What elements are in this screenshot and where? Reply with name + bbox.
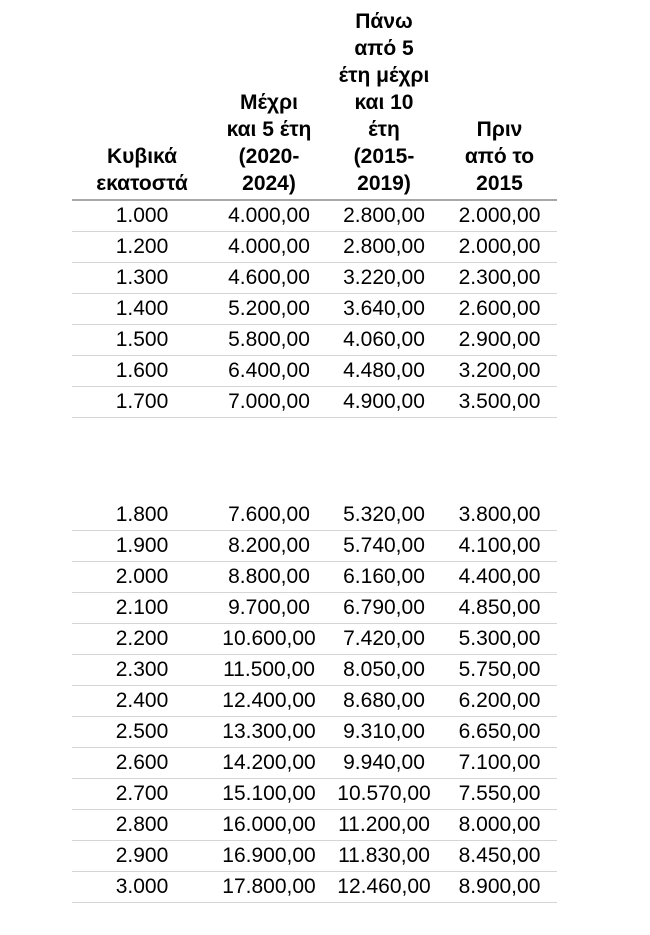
table-cell: 2.200 bbox=[72, 624, 212, 655]
table-cell: 13.300,00 bbox=[212, 717, 326, 748]
table-cell: 3.220,00 bbox=[326, 263, 442, 294]
table-cell: 2.500 bbox=[72, 717, 212, 748]
table-cell: 6.650,00 bbox=[442, 717, 557, 748]
table-row bbox=[72, 531, 557, 562]
table-cell: 2.800 bbox=[72, 810, 212, 841]
table-cell: 5.750,00 bbox=[442, 655, 557, 686]
table-cell: 4.850,00 bbox=[442, 593, 557, 624]
header-up-to-5-years-2020-2024: Μέχρι και 5 έτη (2020- 2024) bbox=[212, 8, 326, 200]
table-row bbox=[72, 810, 557, 841]
table-cell: 3.800,00 bbox=[442, 500, 557, 531]
table-row bbox=[72, 655, 557, 686]
table-cell: 1.000 bbox=[72, 200, 212, 232]
table-cell: 9.310,00 bbox=[326, 717, 442, 748]
table-cell: 11.830,00 bbox=[326, 841, 442, 872]
table-row bbox=[72, 872, 557, 903]
table-cell: 8.900,00 bbox=[442, 872, 557, 903]
table-row bbox=[72, 624, 557, 655]
table-cell: 3.000 bbox=[72, 872, 212, 903]
table-cell: 6.200,00 bbox=[442, 686, 557, 717]
table-cell: 11.500,00 bbox=[212, 655, 326, 686]
table-cell: 6.400,00 bbox=[212, 356, 326, 387]
table-cell: 16.000,00 bbox=[212, 810, 326, 841]
table-cell: 6.160,00 bbox=[326, 562, 442, 593]
table-cell: 8.200,00 bbox=[212, 531, 326, 562]
table-row bbox=[72, 748, 557, 779]
table-body-part-2 bbox=[72, 500, 557, 903]
table-row bbox=[72, 325, 557, 356]
table-cell: 2.300 bbox=[72, 655, 212, 686]
table-header bbox=[72, 8, 557, 200]
table-cell: 8.450,00 bbox=[442, 841, 557, 872]
table-cell: 2.900,00 bbox=[442, 325, 557, 356]
table-cell: 8.000,00 bbox=[442, 810, 557, 841]
table-row bbox=[72, 263, 557, 294]
table-cell: 4.060,00 bbox=[326, 325, 442, 356]
table-cell: 2.600 bbox=[72, 748, 212, 779]
table-cell: 2.800,00 bbox=[326, 200, 442, 232]
table-cell: 1.400 bbox=[72, 294, 212, 325]
table-cell: 8.800,00 bbox=[212, 562, 326, 593]
table-cell: 17.800,00 bbox=[212, 872, 326, 903]
table-row bbox=[72, 294, 557, 325]
table-cell: 12.460,00 bbox=[326, 872, 442, 903]
table-body-part-1 bbox=[72, 200, 557, 418]
table-cell: 16.900,00 bbox=[212, 841, 326, 872]
table-cell: 3.500,00 bbox=[442, 387, 557, 418]
table-cell: 1.800 bbox=[72, 500, 212, 531]
table-cell: 4.600,00 bbox=[212, 263, 326, 294]
table-cell: 1.900 bbox=[72, 531, 212, 562]
table-cell: 12.400,00 bbox=[212, 686, 326, 717]
table-cell: 4.100,00 bbox=[442, 531, 557, 562]
table-row bbox=[72, 232, 557, 263]
table-cell: 1.700 bbox=[72, 387, 212, 418]
table-row bbox=[72, 717, 557, 748]
table-cell: 7.100,00 bbox=[442, 748, 557, 779]
table-cell: 5.740,00 bbox=[326, 531, 442, 562]
table-cell: 5.800,00 bbox=[212, 325, 326, 356]
table-row bbox=[72, 686, 557, 717]
table-cell: 9.940,00 bbox=[326, 748, 442, 779]
table-cell: 1.500 bbox=[72, 325, 212, 356]
table-cell: 7.550,00 bbox=[442, 779, 557, 810]
table-cell: 1.300 bbox=[72, 263, 212, 294]
table-cell: 1.200 bbox=[72, 232, 212, 263]
table-cell: 4.000,00 bbox=[212, 232, 326, 263]
table-cell: 2.100 bbox=[72, 593, 212, 624]
table-cell: 14.200,00 bbox=[212, 748, 326, 779]
table-cell: 2.000,00 bbox=[442, 200, 557, 232]
header-row bbox=[72, 8, 557, 200]
table-cell: 8.680,00 bbox=[326, 686, 442, 717]
table-cell: 3.200,00 bbox=[442, 356, 557, 387]
table-cell: 10.600,00 bbox=[212, 624, 326, 655]
table-row bbox=[72, 593, 557, 624]
table-row bbox=[72, 500, 557, 531]
table-cell: 5.300,00 bbox=[442, 624, 557, 655]
table-cell: 4.900,00 bbox=[326, 387, 442, 418]
header-before-2015: Πριν από το 2015 bbox=[442, 8, 557, 200]
engine-cc-tax-table-part-1 bbox=[72, 8, 557, 418]
table-cell: 9.700,00 bbox=[212, 593, 326, 624]
table-row bbox=[72, 387, 557, 418]
table-cell: 2.800,00 bbox=[326, 232, 442, 263]
table-cell: 2.600,00 bbox=[442, 294, 557, 325]
table-cell: 10.570,00 bbox=[326, 779, 442, 810]
table-row bbox=[72, 200, 557, 232]
table-cell: 4.480,00 bbox=[326, 356, 442, 387]
table-row bbox=[72, 779, 557, 810]
table-cell: 2.400 bbox=[72, 686, 212, 717]
section-gap bbox=[0, 418, 650, 500]
table-cell: 7.420,00 bbox=[326, 624, 442, 655]
table-cell: 4.400,00 bbox=[442, 562, 557, 593]
table-cell: 5.320,00 bbox=[326, 500, 442, 531]
table-cell: 2.000 bbox=[72, 562, 212, 593]
table-cell: 2.900 bbox=[72, 841, 212, 872]
table-cell: 2.300,00 bbox=[442, 263, 557, 294]
table-cell: 7.000,00 bbox=[212, 387, 326, 418]
table-cell: 2.700 bbox=[72, 779, 212, 810]
header-cubic-centimeters: Κυβικά εκατοστά bbox=[72, 8, 212, 200]
table-cell: 2.000,00 bbox=[442, 232, 557, 263]
table-cell: 8.050,00 bbox=[326, 655, 442, 686]
table-cell: 3.640,00 bbox=[326, 294, 442, 325]
table-row bbox=[72, 841, 557, 872]
table-cell: 5.200,00 bbox=[212, 294, 326, 325]
table-cell: 4.000,00 bbox=[212, 200, 326, 232]
engine-cc-tax-table-part-2 bbox=[72, 500, 557, 903]
table-row bbox=[72, 562, 557, 593]
table-cell: 6.790,00 bbox=[326, 593, 442, 624]
table-cell: 1.600 bbox=[72, 356, 212, 387]
table-cell: 7.600,00 bbox=[212, 500, 326, 531]
table-cell: 11.200,00 bbox=[326, 810, 442, 841]
table-cell: 15.100,00 bbox=[212, 779, 326, 810]
header-5-to-10-years-2015-2019: Πάνω από 5 έτη μέχρι και 10 έτη (2015- 2019) bbox=[326, 8, 442, 200]
table-row bbox=[72, 356, 557, 387]
